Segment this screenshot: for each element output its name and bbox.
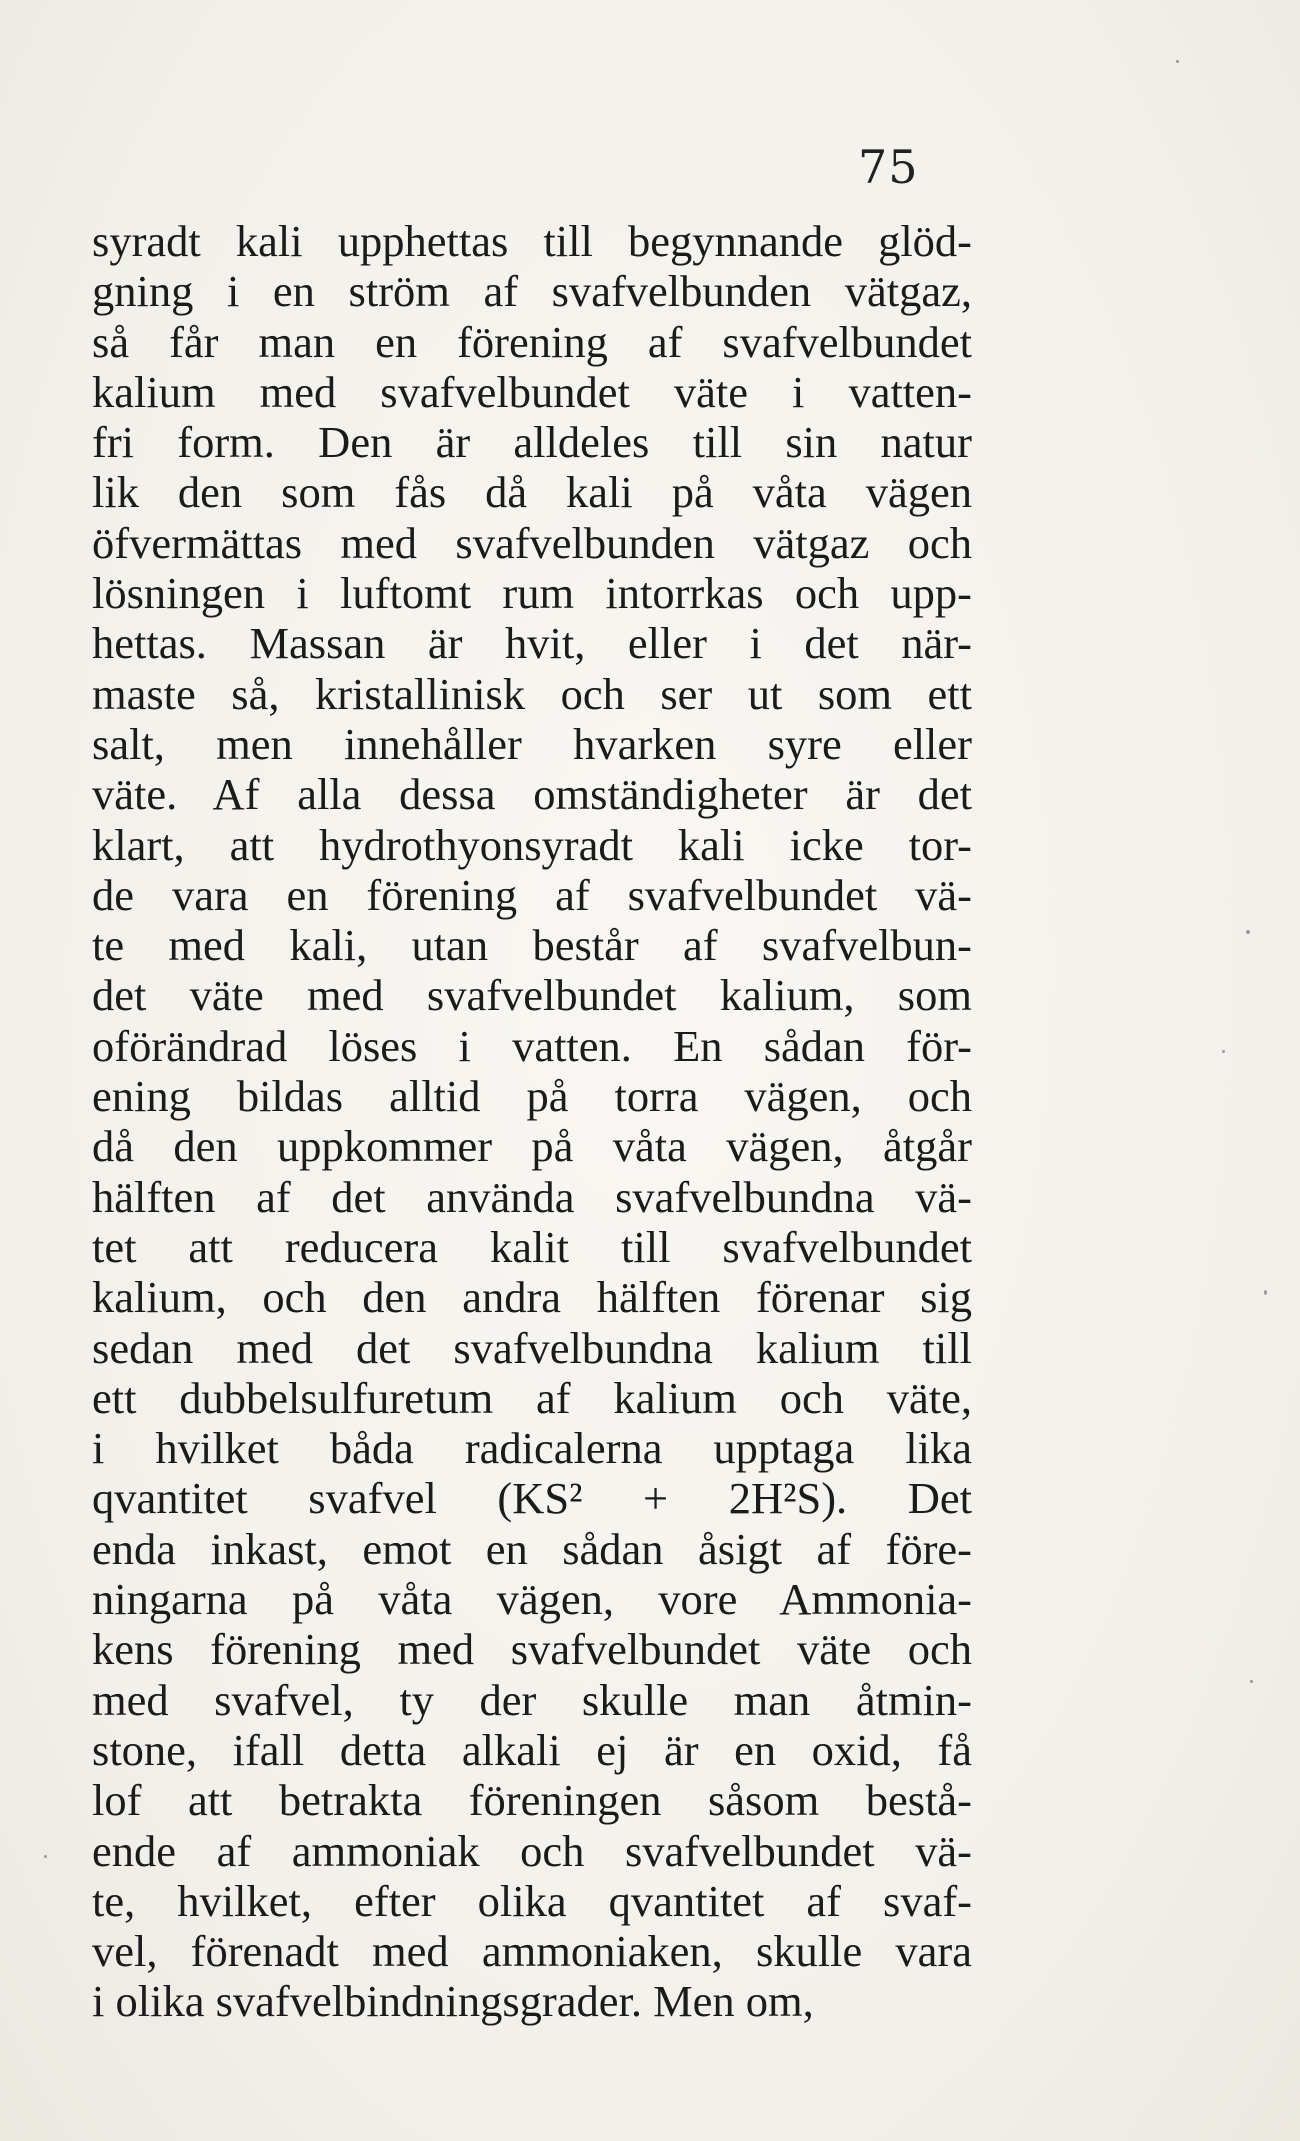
text-line: te, hvilket, efter olika qvantitet af svaf- [92, 1875, 972, 1926]
text-line: så får man en förening af svafvelbundet [92, 316, 972, 367]
text-line: syradt kali upphettas till begynnande glöd- [92, 216, 972, 266]
page-number: 75 [858, 140, 919, 194]
text-line: då den uppkommer på våta vägen, åtgår [92, 1121, 972, 1172]
text-line: ende af ammoniak och svafvelbundet vä- [92, 1825, 972, 1876]
text-line: vel, förenadt med ammoniaken, skulle vara [92, 1926, 972, 1977]
text-line: maste så, kristallinisk och ser ut som ett [92, 668, 972, 719]
text-line: qvantitet svafvel (KS² + 2H²S). Det [92, 1473, 972, 1524]
text-line: lof att betrakta föreningen såsom bestå- [92, 1775, 972, 1826]
text-line: med svafvel, ty der skulle man åtmin- [92, 1674, 972, 1725]
text-line: salt, men innehåller hvarken syre eller [92, 718, 972, 769]
text-line: hälften af det använda svafvelbundna vä- [92, 1171, 972, 1222]
text-line: stone, ifall detta alkali ej är en oxid, få [92, 1724, 972, 1775]
text-line: ening bildas alltid på torra vägen, och [92, 1071, 972, 1122]
text-line: fri form. Den är alldeles till sin natur [92, 417, 972, 468]
text-line: öfvermättas med svafvelbunden vätgaz och [92, 517, 972, 568]
text-line: lösningen i luftomt rum intorrkas och upp- [92, 568, 972, 619]
text-line: de vara en förening af svafvelbundet vä- [92, 869, 972, 920]
text-line: i hvilket båda radicalerna upptaga lika [92, 1423, 972, 1474]
text-line: lik den som fås då kali på våta vägen [92, 467, 972, 518]
body-text [92, 216, 972, 2027]
text-line: ningarna på våta vägen, vore Ammonia- [92, 1574, 972, 1625]
text-line: gning i en ström af svafvelbunden vätgaz, [92, 266, 972, 317]
paper-speck [1222, 1050, 1225, 1053]
text-line: oförändrad löses i vatten. En sådan för- [92, 1020, 972, 1071]
paper-speck [44, 1855, 47, 1858]
paper-speck [1246, 930, 1250, 934]
paper-speck [1250, 1680, 1253, 1683]
text-line: klart, att hydrothyonsyradt kali icke tor- [92, 819, 972, 870]
text-line: kalium med svafvelbundet väte i vatten- [92, 366, 972, 417]
text-line: kens förening med svafvelbundet väte och [92, 1624, 972, 1675]
paper-speck [1176, 60, 1179, 63]
text-line: i olika svafvelbindningsgrader. Men om, [92, 1976, 814, 2027]
text-line: kalium, och den andra hälften förenar sig [92, 1272, 972, 1323]
paper-speck [1264, 1290, 1267, 1295]
text-line: enda inkast, emot en sådan åsigt af före- [92, 1523, 972, 1574]
text-line: ett dubbelsulfuretum af kalium och väte, [92, 1372, 972, 1423]
text-line: tet att reducera kalit till svafvelbundet [92, 1221, 972, 1272]
text-line: väte. Af alla dessa omständigheter är det [92, 769, 972, 820]
text-line: sedan med det svafvelbundna kalium till [92, 1322, 972, 1373]
text-line: hettas. Massan är hvit, eller i det när- [92, 618, 972, 669]
text-line: det väte med svafvelbundet kalium, som [92, 970, 972, 1021]
text-line: te med kali, utan består af svafvelbun- [92, 920, 972, 971]
